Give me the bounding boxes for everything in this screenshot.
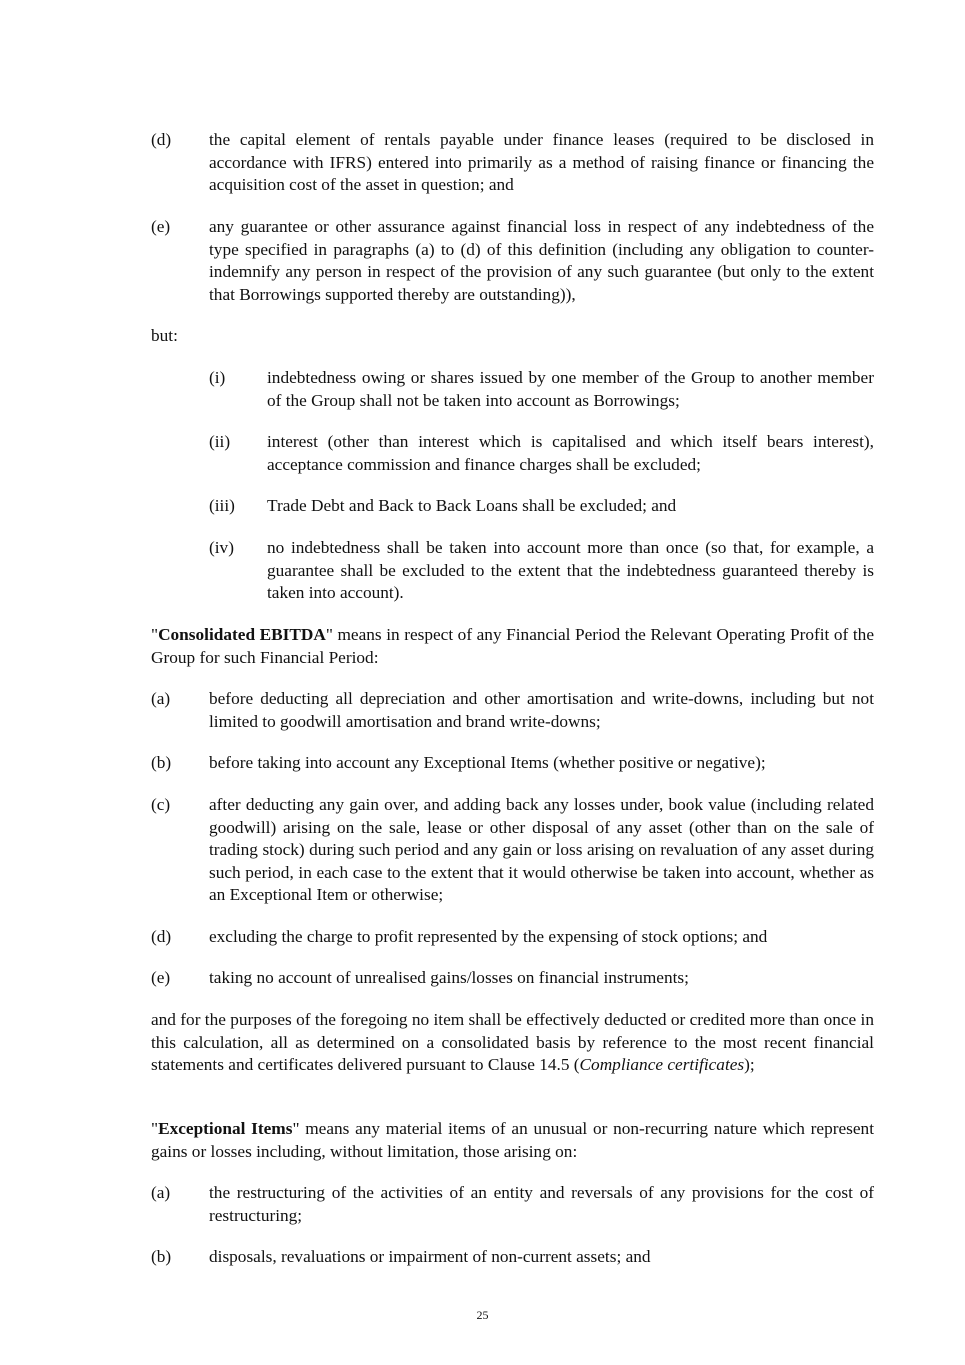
list-item [151, 688, 874, 733]
item-text: interest (other than interest which is capitalised and which itself bears interest), acceptance commission and finance charges shall be excluded; [267, 432, 874, 474]
list-item [151, 967, 874, 990]
clause-reference: Compliance certificates [579, 1055, 745, 1074]
list-item [151, 794, 874, 907]
item-text: after deducting any gain over, and adding back any losses under, book value (including related goodwill) arising on the sale, lease or other disposal of any asset (other than on the sale of trading stock) during such period and any gain or loss arising on revaluation of any asset during such period, in each case to the extent that it would otherwise be taken into account, whether as an Exceptional Item or otherwise; [209, 795, 874, 904]
list-item [151, 129, 874, 197]
defined-term: Exceptional Items [158, 1119, 293, 1138]
item-label: (ii) [209, 432, 231, 451]
ebitda-definition: "Consolidated EBITDA" means in respect of any Financial Period the Relevant Operating Profit of the Group for such Financial Period: [151, 625, 874, 667]
item-text: taking no account of unrealised gains/losses on financial instruments; [209, 968, 689, 987]
item-text: excluding the charge to profit represented by the expensing of stock options; and [209, 927, 768, 946]
item-label: (a) [151, 1183, 171, 1202]
item-text: indebtedness owing or shares issued by one member of the Group to another member of the Group shall not be taken into account as Borrowings; [267, 368, 874, 410]
item-label: (d) [151, 130, 172, 149]
item-text: the restructuring of the activities of an entity and reversals of any provisions for the cost of restructuring; [209, 1183, 874, 1225]
defined-term: Consolidated EBITDA [158, 625, 326, 644]
item-label: (b) [151, 753, 172, 772]
item-text: any guarantee or other assurance against financial loss in respect of any indebtedness of the type specified in paragraphs (a) to (d) of this definition (including any obligation to counter-indemnify any person in respect of the provision of any such guarantee (but only to the extent that Borrowings supported thereby are outstanding)), [209, 217, 874, 304]
item-text: before deducting all depreciation and other amortisation and write-downs, including but not limited to goodwill amortisation and brand write-downs; [209, 689, 874, 731]
list-item [151, 1246, 874, 1269]
item-label: (iii) [209, 496, 235, 515]
item-label: (iv) [209, 538, 234, 557]
sub-list-item [209, 431, 874, 476]
page-number: 25 [476, 1308, 489, 1322]
but-label: but: [151, 326, 178, 345]
sub-list-item [209, 495, 874, 518]
item-label: (e) [151, 968, 171, 987]
sub-list-item [209, 537, 874, 605]
list-item [151, 752, 874, 775]
item-label: (a) [151, 689, 171, 708]
item-text: no indebtedness shall be taken into account more than once (so that, for example, a guarantee shall be excluded to the extent that the indebtedness guaranteed thereby is taken into account). [267, 538, 874, 602]
sub-list-item [209, 367, 874, 412]
item-label: (e) [151, 217, 171, 236]
item-text: disposals, revaluations or impairment of non-current assets; and [209, 1247, 651, 1266]
closing-paragraph: and for the purposes of the foregoing no item shall be effectively deducted or credited more than once in this calculation, all as determined on a consolidated basis by reference to the most recent financial statements and certificates delivered pursuant to Clause 14.5 (Compliance certificates); [151, 1010, 874, 1074]
item-label: (d) [151, 927, 172, 946]
list-item [151, 216, 874, 306]
exceptional-items-definition: "Exceptional Items" means any material items of an unusual or non-recurring nature which represent gains or losses including, without limitation, those arising on: [151, 1119, 874, 1161]
item-text: before taking into account any Exceptional Items (whether positive or negative); [209, 753, 766, 772]
item-label: (b) [151, 1247, 172, 1266]
item-text: Trade Debt and Back to Back Loans shall be excluded; and [267, 496, 677, 515]
item-label: (c) [151, 795, 171, 814]
item-text: the capital element of rentals payable under finance leases (required to be disclosed in accordance with IFRS) entered into primarily as a method of raising finance or financing the acquisition cost of the asset in question; and [209, 130, 874, 194]
list-item [151, 1182, 874, 1227]
item-label: (i) [209, 368, 226, 387]
list-item [151, 926, 874, 949]
